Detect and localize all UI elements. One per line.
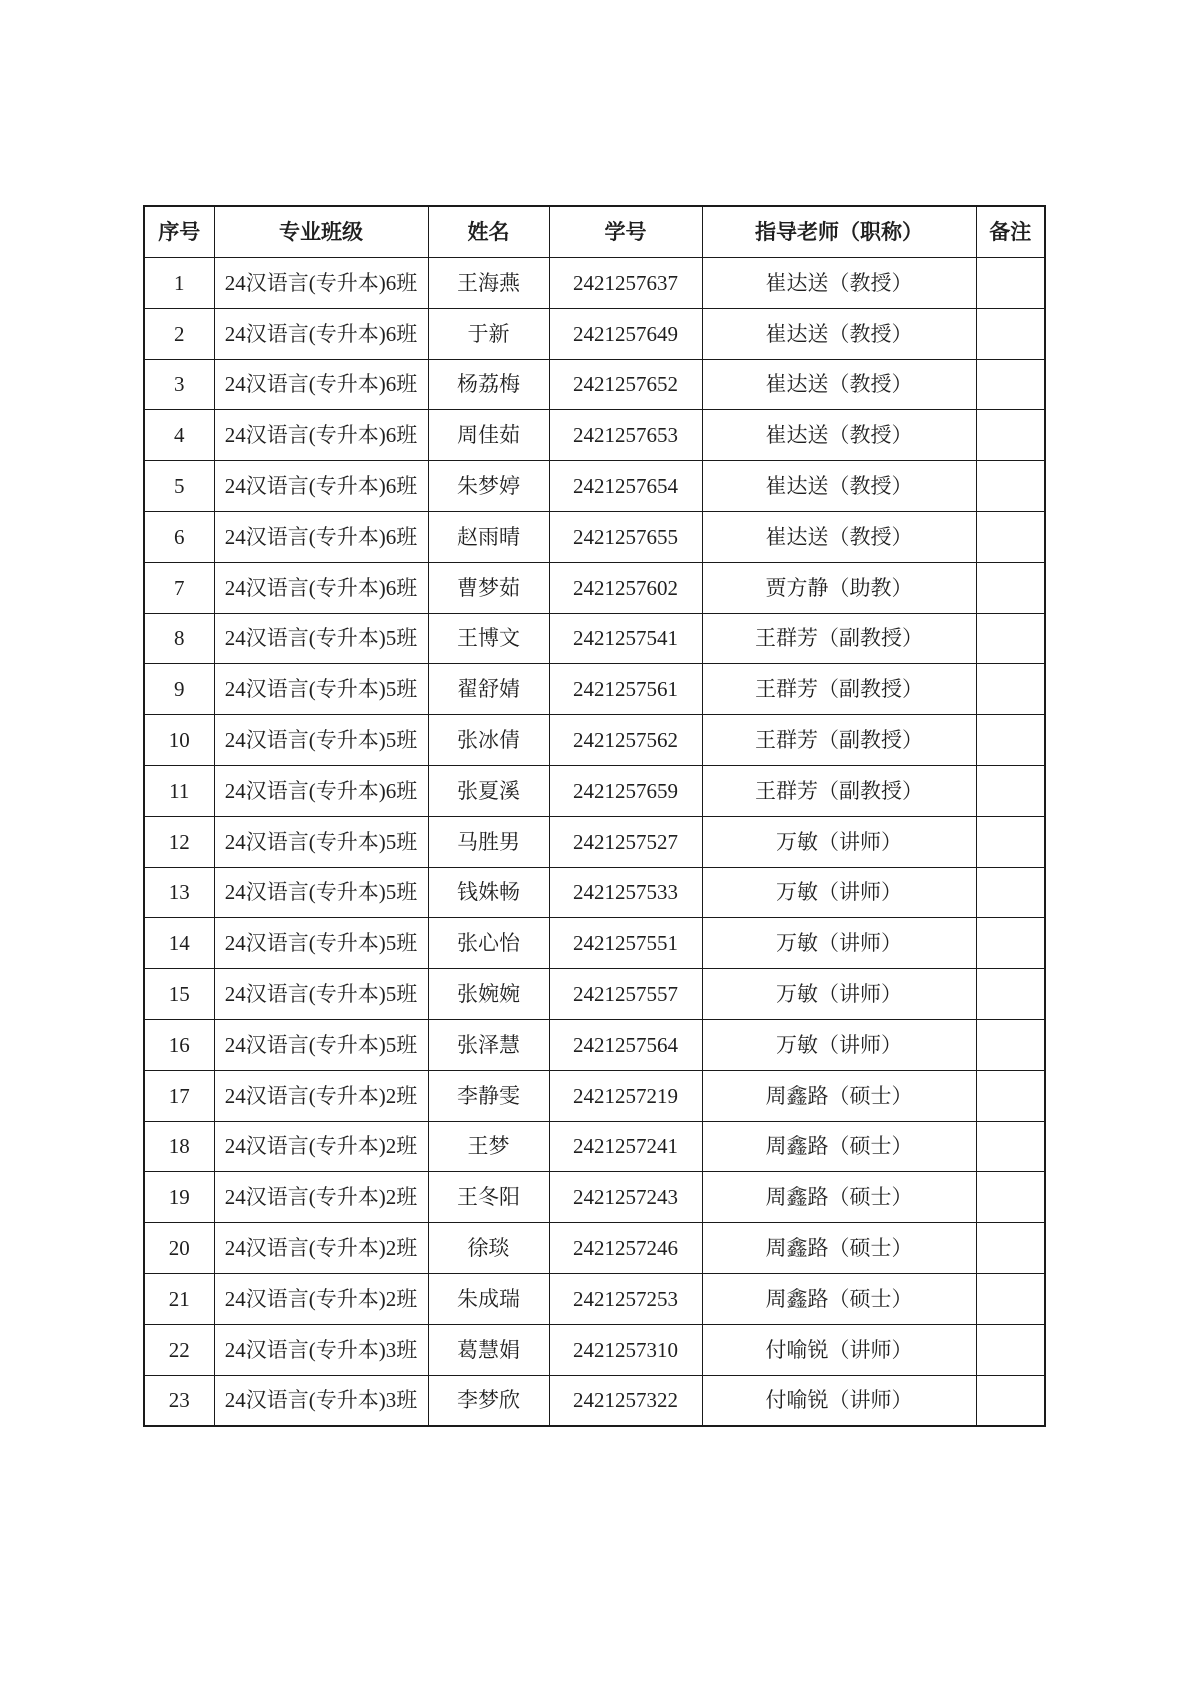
class-cell: 24汉语言(专升本)6班 <box>214 359 428 410</box>
serial-number-cell: 20 <box>144 1223 214 1274</box>
class-cell: 24汉语言(专升本)6班 <box>214 511 428 562</box>
student-name-cell: 张婉婉 <box>428 969 549 1020</box>
student-id-cell: 2421257246 <box>549 1223 702 1274</box>
advisor-cell: 崔达送（教授） <box>702 410 976 461</box>
serial-number-cell: 4 <box>144 410 214 461</box>
remarks-cell <box>976 765 1045 816</box>
advisor-cell: 万敏（讲师） <box>702 816 976 867</box>
remarks-cell <box>976 1019 1045 1070</box>
student-name-cell: 马胜男 <box>428 816 549 867</box>
table-row <box>144 664 1045 715</box>
column-header-remarks: 备注 <box>976 206 1045 258</box>
table-row <box>144 308 1045 359</box>
class-cell: 24汉语言(专升本)5班 <box>214 1019 428 1070</box>
advisor-cell: 王群芳（副教授） <box>702 765 976 816</box>
remarks-cell <box>976 308 1045 359</box>
serial-number-cell: 17 <box>144 1070 214 1121</box>
table-row <box>144 1375 1045 1426</box>
remarks-cell <box>976 1375 1045 1426</box>
remarks-cell <box>976 1070 1045 1121</box>
remarks-cell <box>976 1172 1045 1223</box>
student-name-cell: 曹梦茹 <box>428 562 549 613</box>
serial-number-cell: 5 <box>144 461 214 512</box>
student-name-cell: 李梦欣 <box>428 1375 549 1426</box>
student-id-cell: 2421257561 <box>549 664 702 715</box>
student-name-cell: 王海燕 <box>428 258 549 309</box>
student-id-cell: 2421257310 <box>549 1324 702 1375</box>
table-row <box>144 1121 1045 1172</box>
remarks-cell <box>976 1121 1045 1172</box>
column-header-advisor-title: 指导老师（职称） <box>702 206 976 258</box>
remarks-cell <box>976 461 1045 512</box>
table-row <box>144 1172 1045 1223</box>
serial-number-cell: 14 <box>144 918 214 969</box>
remarks-cell <box>976 664 1045 715</box>
table-row <box>144 918 1045 969</box>
serial-number-cell: 1 <box>144 258 214 309</box>
serial-number-cell: 10 <box>144 715 214 766</box>
table-row <box>144 765 1045 816</box>
remarks-cell <box>976 258 1045 309</box>
remarks-cell <box>976 918 1045 969</box>
student-id-cell: 2421257602 <box>549 562 702 613</box>
student-name-cell: 朱梦婷 <box>428 461 549 512</box>
student-id-cell: 2421257533 <box>549 867 702 918</box>
class-cell: 24汉语言(专升本)5班 <box>214 816 428 867</box>
class-cell: 24汉语言(专升本)5班 <box>214 715 428 766</box>
class-cell: 24汉语言(专升本)2班 <box>214 1121 428 1172</box>
serial-number-cell: 3 <box>144 359 214 410</box>
class-cell: 24汉语言(专升本)5班 <box>214 664 428 715</box>
advisor-cell: 王群芳（副教授） <box>702 715 976 766</box>
class-cell: 24汉语言(专升本)6班 <box>214 461 428 512</box>
remarks-cell <box>976 969 1045 1020</box>
student-name-cell: 翟舒婧 <box>428 664 549 715</box>
advisor-cell: 万敏（讲师） <box>702 867 976 918</box>
table-row <box>144 1019 1045 1070</box>
advisor-cell: 崔达送（教授） <box>702 258 976 309</box>
column-header-serial-number: 序号 <box>144 206 214 258</box>
student-id-cell: 2421257243 <box>549 1172 702 1223</box>
student-name-cell: 张心怡 <box>428 918 549 969</box>
class-cell: 24汉语言(专升本)6班 <box>214 258 428 309</box>
advisor-cell: 周鑫路（硕士） <box>702 1273 976 1324</box>
student-name-cell: 于新 <box>428 308 549 359</box>
student-name-cell: 徐琰 <box>428 1223 549 1274</box>
remarks-cell <box>976 1273 1045 1324</box>
student-id-cell: 2421257564 <box>549 1019 702 1070</box>
student-id-cell: 2421257655 <box>549 511 702 562</box>
student-id-cell: 2421257241 <box>549 1121 702 1172</box>
student-id-cell: 2421257659 <box>549 765 702 816</box>
serial-number-cell: 2 <box>144 308 214 359</box>
table-row <box>144 410 1045 461</box>
advisor-cell: 崔达送（教授） <box>702 511 976 562</box>
table-row <box>144 816 1045 867</box>
table-row <box>144 511 1045 562</box>
serial-number-cell: 21 <box>144 1273 214 1324</box>
class-cell: 24汉语言(专升本)3班 <box>214 1375 428 1426</box>
student-name-cell: 王冬阳 <box>428 1172 549 1223</box>
student-id-cell: 2421257652 <box>549 359 702 410</box>
serial-number-cell: 23 <box>144 1375 214 1426</box>
remarks-cell <box>976 1324 1045 1375</box>
class-cell: 24汉语言(专升本)5班 <box>214 969 428 1020</box>
table-row <box>144 715 1045 766</box>
student-id-cell: 2421257551 <box>549 918 702 969</box>
remarks-cell <box>976 613 1045 664</box>
serial-number-cell: 13 <box>144 867 214 918</box>
remarks-cell <box>976 359 1045 410</box>
serial-number-cell: 12 <box>144 816 214 867</box>
remarks-cell <box>976 511 1045 562</box>
advisor-cell: 周鑫路（硕士） <box>702 1121 976 1172</box>
class-cell: 24汉语言(专升本)2班 <box>214 1172 428 1223</box>
advisor-cell: 付喻锐（讲师） <box>702 1324 976 1375</box>
column-header-class: 专业班级 <box>214 206 428 258</box>
class-cell: 24汉语言(专升本)6班 <box>214 410 428 461</box>
table-row <box>144 1223 1045 1274</box>
class-cell: 24汉语言(专升本)6班 <box>214 562 428 613</box>
student-name-cell: 葛慧娟 <box>428 1324 549 1375</box>
advisor-cell: 周鑫路（硕士） <box>702 1070 976 1121</box>
table-row <box>144 1070 1045 1121</box>
student-id-cell: 2421257649 <box>549 308 702 359</box>
table-row <box>144 969 1045 1020</box>
serial-number-cell: 7 <box>144 562 214 613</box>
roster-body <box>144 258 1045 1427</box>
serial-number-cell: 8 <box>144 613 214 664</box>
serial-number-cell: 18 <box>144 1121 214 1172</box>
advisor-cell: 王群芳（副教授） <box>702 613 976 664</box>
class-cell: 24汉语言(专升本)5班 <box>214 918 428 969</box>
student-name-cell: 朱成瑞 <box>428 1273 549 1324</box>
class-cell: 24汉语言(专升本)2班 <box>214 1070 428 1121</box>
table-row <box>144 613 1045 664</box>
student-name-cell: 张冰倩 <box>428 715 549 766</box>
class-cell: 24汉语言(专升本)6班 <box>214 308 428 359</box>
student-id-cell: 2421257562 <box>549 715 702 766</box>
class-cell: 24汉语言(专升本)5班 <box>214 613 428 664</box>
advisor-cell: 周鑫路（硕士） <box>702 1223 976 1274</box>
serial-number-cell: 16 <box>144 1019 214 1070</box>
header-row <box>144 206 1045 258</box>
student-name-cell: 周佳茹 <box>428 410 549 461</box>
class-cell: 24汉语言(专升本)6班 <box>214 765 428 816</box>
student-id-cell: 2421257653 <box>549 410 702 461</box>
student-name-cell: 李静雯 <box>428 1070 549 1121</box>
student-id-cell: 2421257557 <box>549 969 702 1020</box>
table-row <box>144 258 1045 309</box>
student-name-cell: 张泽慧 <box>428 1019 549 1070</box>
remarks-cell <box>976 816 1045 867</box>
remarks-cell <box>976 562 1045 613</box>
student-name-cell: 王博文 <box>428 613 549 664</box>
student-id-cell: 2421257253 <box>549 1273 702 1324</box>
student-advisor-roster-table <box>143 205 1046 1427</box>
remarks-cell <box>976 867 1045 918</box>
serial-number-cell: 19 <box>144 1172 214 1223</box>
class-cell: 24汉语言(专升本)2班 <box>214 1273 428 1324</box>
advisor-cell: 崔达送（教授） <box>702 308 976 359</box>
serial-number-cell: 9 <box>144 664 214 715</box>
table-row <box>144 1324 1045 1375</box>
remarks-cell <box>976 1223 1045 1274</box>
table-row <box>144 867 1045 918</box>
student-id-cell: 2421257219 <box>549 1070 702 1121</box>
column-header-student-id: 学号 <box>549 206 702 258</box>
column-header-name: 姓名 <box>428 206 549 258</box>
serial-number-cell: 22 <box>144 1324 214 1375</box>
advisor-cell: 贾方静（助教） <box>702 562 976 613</box>
class-cell: 24汉语言(专升本)5班 <box>214 867 428 918</box>
table-row <box>144 1273 1045 1324</box>
remarks-cell <box>976 715 1045 766</box>
student-name-cell: 王梦 <box>428 1121 549 1172</box>
table-row <box>144 461 1045 512</box>
student-name-cell: 张夏溪 <box>428 765 549 816</box>
advisor-cell: 万敏（讲师） <box>702 969 976 1020</box>
advisor-cell: 万敏（讲师） <box>702 1019 976 1070</box>
table-row <box>144 359 1045 410</box>
serial-number-cell: 6 <box>144 511 214 562</box>
serial-number-cell: 15 <box>144 969 214 1020</box>
table-row <box>144 562 1045 613</box>
student-id-cell: 2421257527 <box>549 816 702 867</box>
advisor-cell: 付喻锐（讲师） <box>702 1375 976 1426</box>
student-name-cell: 钱姝畅 <box>428 867 549 918</box>
advisor-cell: 王群芳（副教授） <box>702 664 976 715</box>
remarks-cell <box>976 410 1045 461</box>
class-cell: 24汉语言(专升本)2班 <box>214 1223 428 1274</box>
student-id-cell: 2421257637 <box>549 258 702 309</box>
advisor-cell: 崔达送（教授） <box>702 359 976 410</box>
student-name-cell: 赵雨晴 <box>428 511 549 562</box>
advisor-cell: 周鑫路（硕士） <box>702 1172 976 1223</box>
student-id-cell: 2421257322 <box>549 1375 702 1426</box>
student-name-cell: 杨荔梅 <box>428 359 549 410</box>
student-id-cell: 2421257654 <box>549 461 702 512</box>
advisor-cell: 崔达送（教授） <box>702 461 976 512</box>
class-cell: 24汉语言(专升本)3班 <box>214 1324 428 1375</box>
advisor-cell: 万敏（讲师） <box>702 918 976 969</box>
student-id-cell: 2421257541 <box>549 613 702 664</box>
serial-number-cell: 11 <box>144 765 214 816</box>
